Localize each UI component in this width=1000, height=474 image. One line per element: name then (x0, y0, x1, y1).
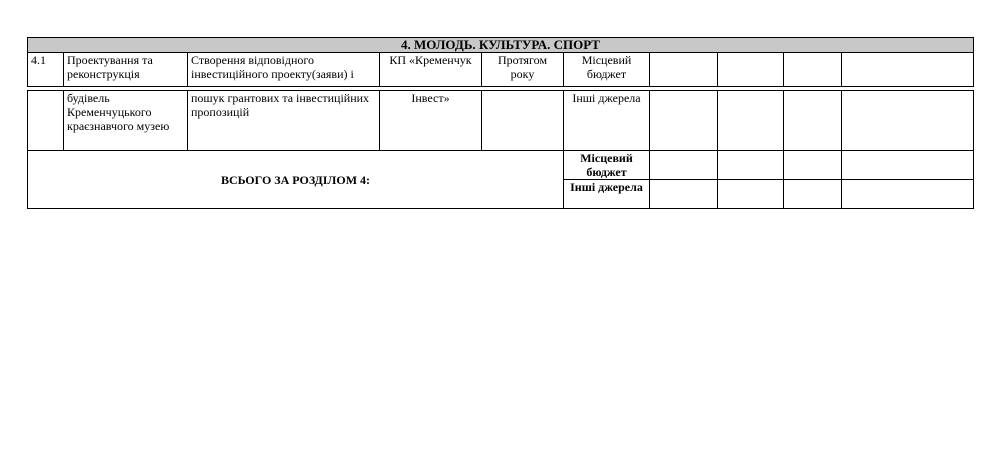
total-value-cell (784, 151, 842, 180)
value-cell (650, 91, 718, 151)
total-value-cell (718, 180, 784, 209)
value-cell (842, 53, 974, 87)
executor-cont: Інвест» (380, 91, 482, 151)
total-source-other: Інші джерела (564, 180, 650, 209)
value-cell (784, 91, 842, 151)
total-value-cell (842, 180, 974, 209)
project-name: Проектування та реконструкція (64, 53, 188, 87)
section-total-label: ВСЬОГО ЗА РОЗДІЛОМ 4: (28, 151, 564, 209)
section-title: 4. МОЛОДЬ. КУЛЬТУРА. СПОРТ (28, 38, 974, 53)
value-cell (784, 53, 842, 87)
value-cell (718, 53, 784, 87)
total-source-local: Місцевий бюджет (564, 151, 650, 180)
row-number-cont (28, 91, 64, 151)
term-cont (482, 91, 564, 151)
value-cell (650, 53, 718, 87)
term: Протягом року (482, 53, 564, 87)
project-name-cont: будівель Кременчуцького краєзнавчого музею (64, 91, 188, 151)
executor: КП «Кременчук (380, 53, 482, 87)
total-value-cell (650, 180, 718, 209)
section-4-table-top (27, 37, 974, 87)
total-value-cell (718, 151, 784, 180)
measures-text: Створення відповідного інвестиційного проекту(заяви) і (188, 53, 380, 87)
value-cell (718, 91, 784, 151)
total-value-cell (650, 151, 718, 180)
funding-source-other: Інші джерела (564, 91, 650, 151)
value-cell (842, 91, 974, 151)
total-value-cell (784, 180, 842, 209)
section-4-table-bottom (27, 90, 974, 209)
measures-text-cont: пошук грантових та інвестиційних пропозицій (188, 91, 380, 151)
row-number: 4.1 (28, 53, 64, 87)
funding-source-local: Місцевий бюджет (564, 53, 650, 87)
total-value-cell (842, 151, 974, 180)
